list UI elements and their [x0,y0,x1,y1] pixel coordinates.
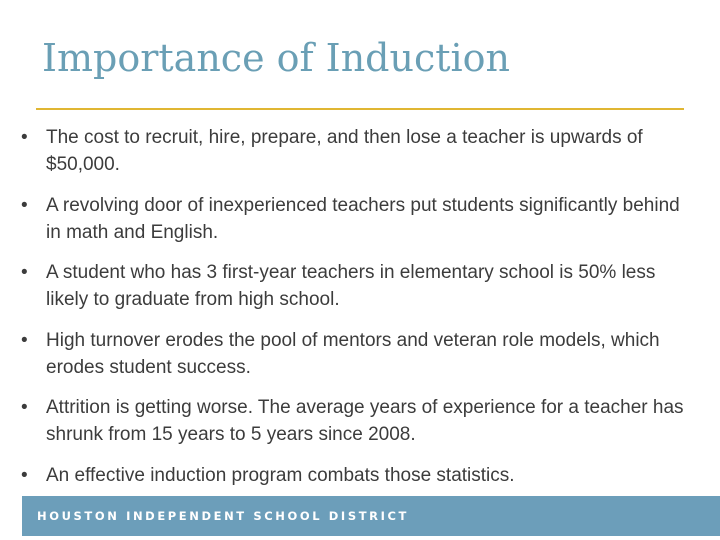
bullet-item: • The cost to recruit, hire, prepare, and then lose a teacher is upwards of $50,000. [18,124,698,178]
bullet-item: • An effective induction program combats those statistics. [18,462,698,489]
footer-bar [22,496,720,536]
title-divider [36,108,684,110]
bullet-item: • A student who has 3 first-year teachers in elementary school is 50% less likely to graduate from high school. [18,259,698,313]
footer-district-name: HOUSTON INDEPENDENT SCHOOL DISTRICT [37,509,409,523]
bullet-list [18,124,698,502]
bullet-item: • A revolving door of inexperienced teachers put students significantly behind in math and English. [18,192,698,246]
slide-title: Importance of Induction [42,36,511,80]
bullet-item: • High turnover erodes the pool of mentors and veteran role models, which erodes student success. [18,327,698,381]
bullet-item: • Attrition is getting worse. The average years of experience for a teacher has shrunk from 15 years to 5 years since 2008. [18,394,698,448]
